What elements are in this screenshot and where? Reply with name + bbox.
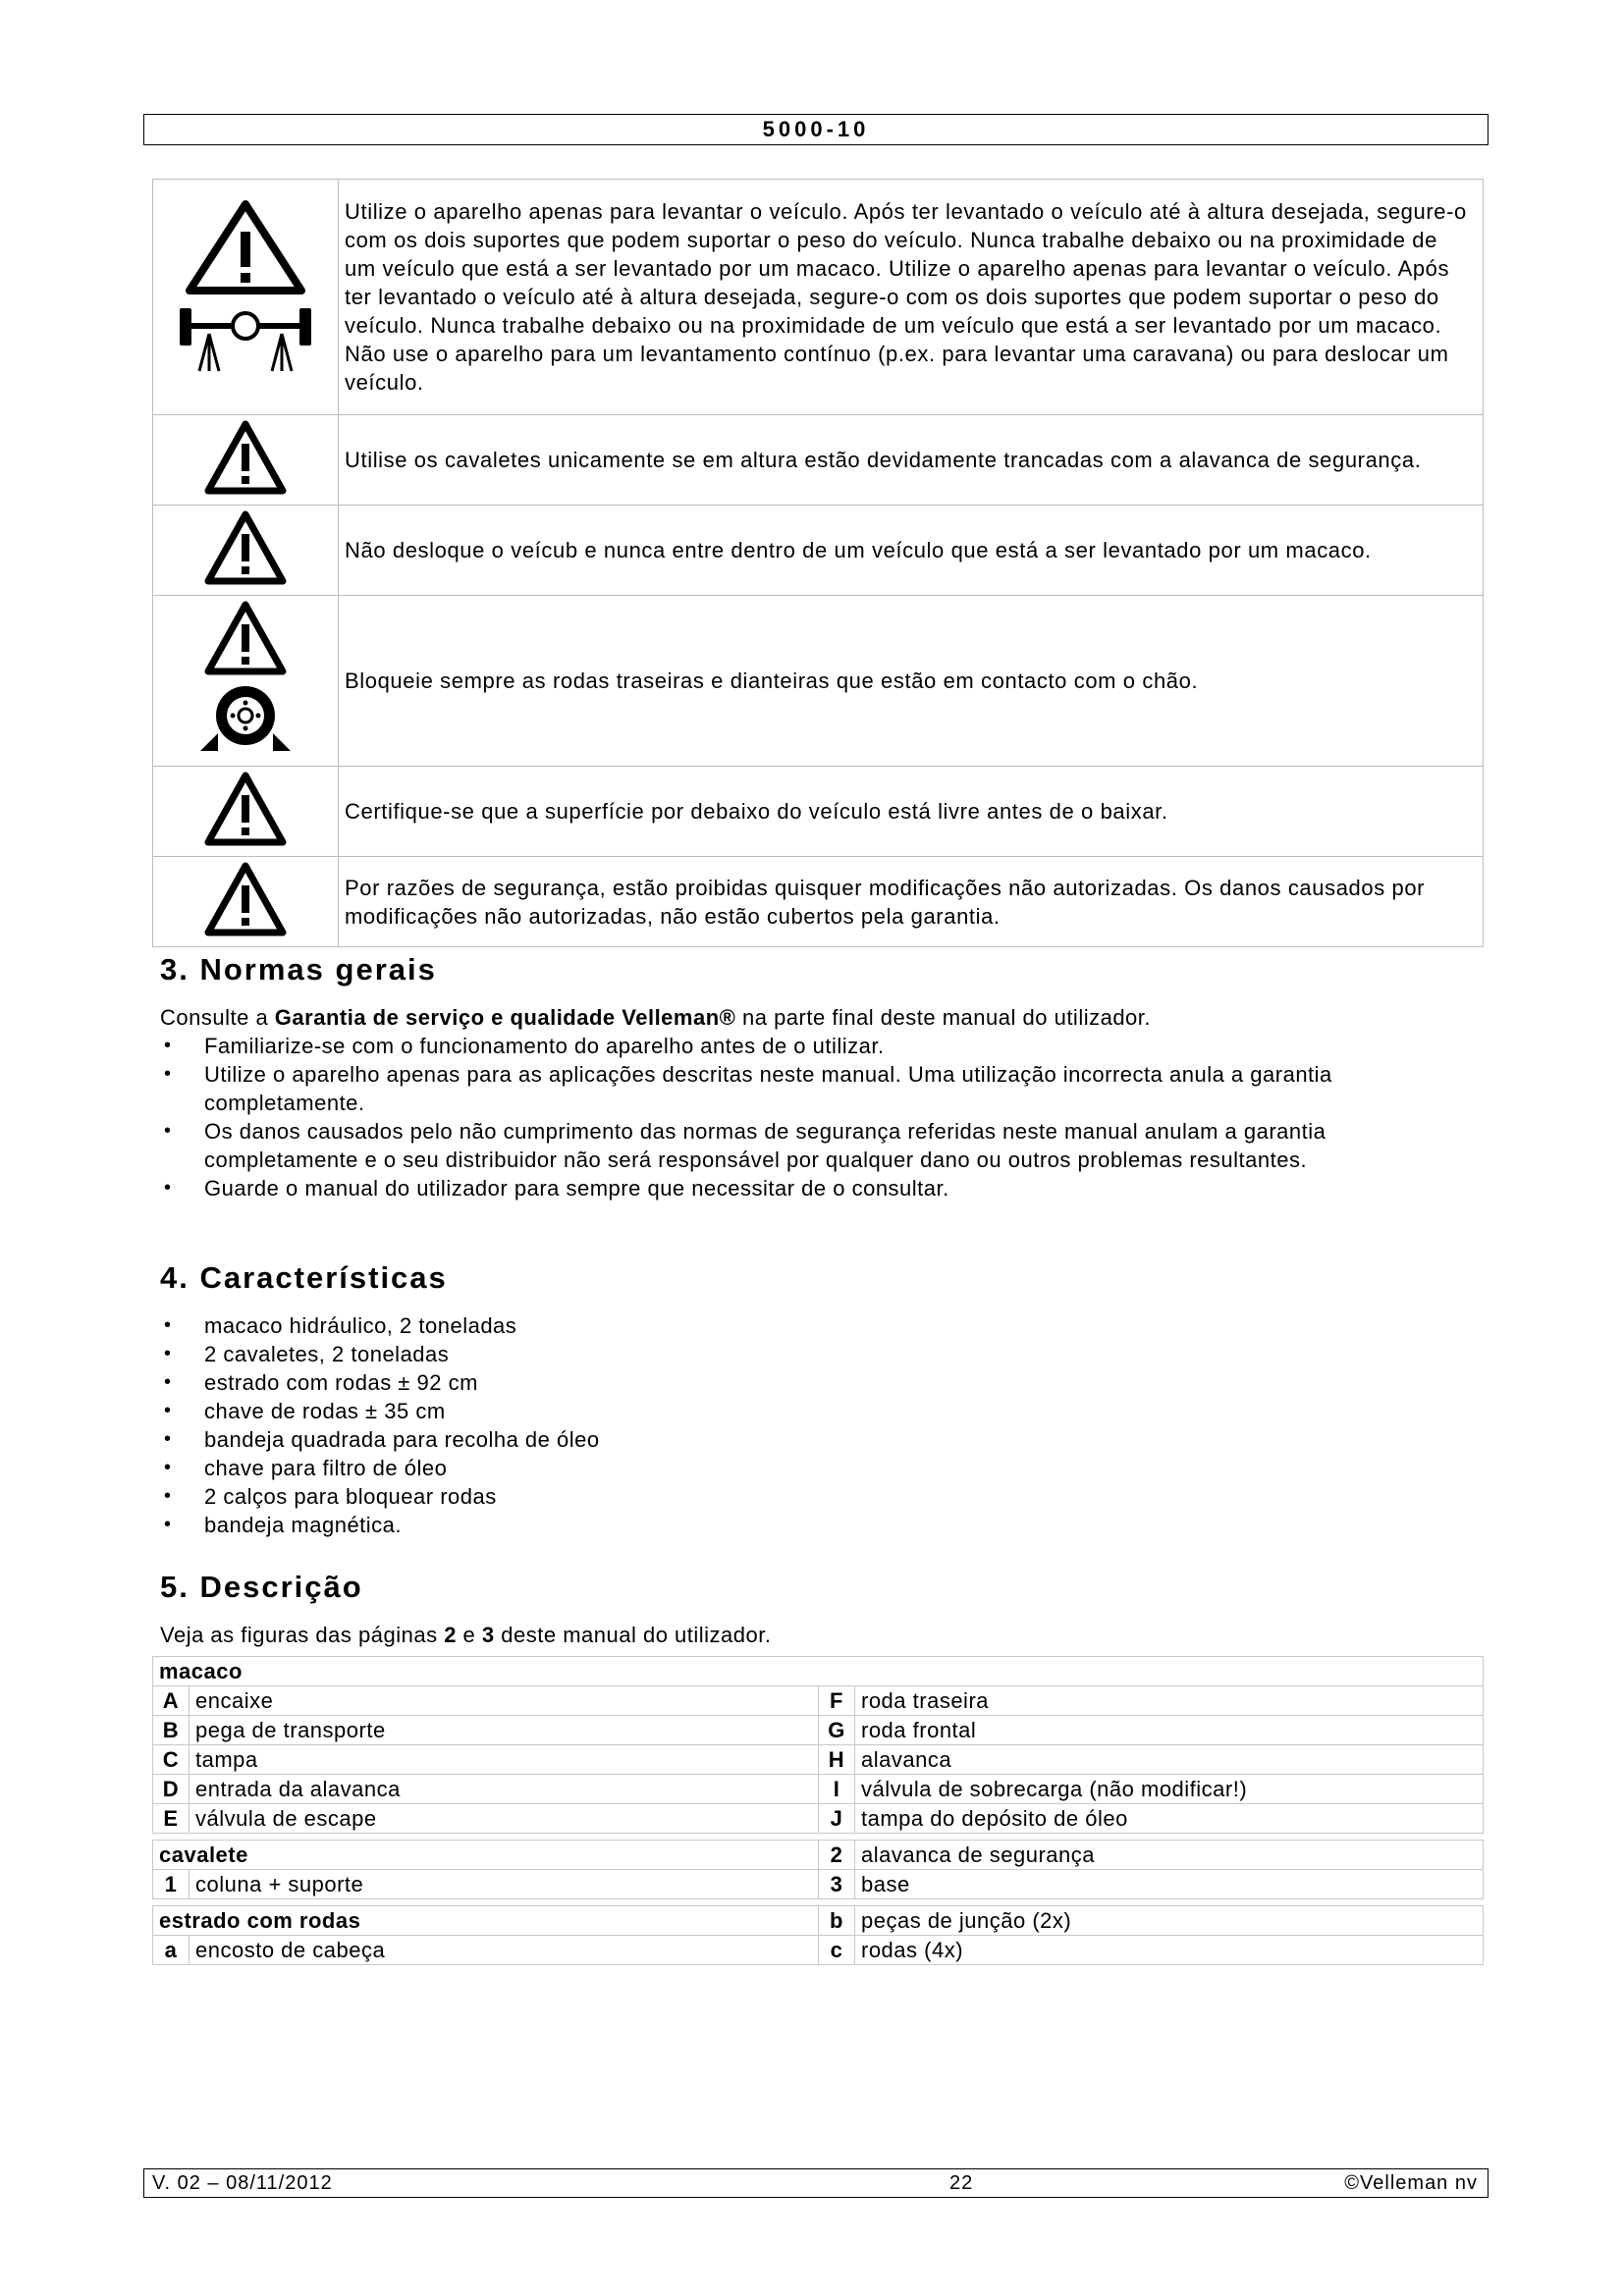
warning-icon-cell xyxy=(153,415,339,506)
warning-row xyxy=(153,506,1484,596)
part-key: a xyxy=(153,1936,189,1965)
warning-icon-cell xyxy=(153,180,339,415)
part-key: J xyxy=(819,1804,855,1834)
intro-prefix: Consulte a xyxy=(160,1005,275,1030)
table-row xyxy=(153,1716,1484,1745)
warning-row xyxy=(153,596,1484,767)
spacer-row xyxy=(153,1834,1484,1841)
intro-text: e xyxy=(456,1623,482,1647)
list-item: • Utilize o aparelho apenas para as aplicações descritas neste manual. Uma utilização incorrecta anula a garantia completamente. xyxy=(160,1060,1476,1117)
document-footer xyxy=(143,2168,1489,2198)
part-key: D xyxy=(153,1775,189,1804)
list-item: • Familiarize-se com o funcionamento do aparelho antes de o utilizar. xyxy=(160,1032,1476,1060)
part-key: b xyxy=(819,1906,855,1936)
spacer-row xyxy=(153,1899,1484,1906)
axle-jack-stands-icon xyxy=(172,196,319,393)
warning-text: Utilize o aparelho apenas para levantar o veículo. Após ter levantado o veículo até à altura desejada, segure-o com os dois suportes que podem suportar o peso do veículo. Nunca trabalhe debaixo ou na proximidade de um veículo que está a ser levantado por um macaco. Utilize o aparelho apenas para levantar o veículo. Após ter levantado o veículo até à altura desejada, segure-o com os dois suportes que podem suportar o peso do veículo. Nunca trabalhe debaixo ou na proximidade de um veículo que está a ser levantado por um macaco. Não use o aparelho para um levantamento contínuo (p.ex. para levantar uma caravana) ou para deslocar um veículo. xyxy=(339,180,1484,415)
part-label: peças de junção (2x) xyxy=(855,1906,1484,1936)
table-row xyxy=(153,1775,1484,1804)
warning-icon-cell xyxy=(153,857,339,947)
warning-triangle-icon xyxy=(203,861,288,937)
table-row xyxy=(153,1745,1484,1775)
intro-text: deste manual do utilizador. xyxy=(494,1623,772,1647)
warning-text: Bloqueie sempre as rodas traseiras e dianteiras que estão em contacto com o chão. xyxy=(339,596,1484,767)
part-key: E xyxy=(153,1804,189,1834)
warning-row xyxy=(153,180,1484,415)
part-key: G xyxy=(819,1716,855,1745)
part-key: I xyxy=(819,1775,855,1804)
section-3-title: 3. Normas gerais xyxy=(160,952,437,987)
part-label: coluna + suporte xyxy=(189,1870,819,1899)
table-row xyxy=(153,1936,1484,1965)
part-label: entrada da alavanca xyxy=(189,1775,819,1804)
table-row xyxy=(153,1804,1484,1834)
part-label: alavanca xyxy=(855,1745,1484,1775)
version-date: V. 02 – 08/11/2012 xyxy=(152,2172,333,2194)
part-label: encaixe xyxy=(189,1686,819,1716)
list-item: • bandeja magnética. xyxy=(160,1511,1476,1539)
part-key: H xyxy=(819,1745,855,1775)
warning-text: Não desloque o veícub e nunca entre dentro de um veículo que está a ser levantado por um macaco. xyxy=(339,506,1484,596)
part-key: F xyxy=(819,1686,855,1716)
part-label: base xyxy=(855,1870,1484,1899)
section-4-list xyxy=(160,1311,1476,1539)
warning-triangle-icon xyxy=(203,509,288,586)
part-label: roda frontal xyxy=(855,1716,1484,1745)
part-label: tampa do depósito de óleo xyxy=(855,1804,1484,1834)
page-ref: 2 xyxy=(444,1623,457,1647)
part-label: alavanca de segurança xyxy=(855,1841,1484,1870)
list-item: • chave de rodas ± 35 cm xyxy=(160,1397,1476,1425)
warning-triangle-icon xyxy=(203,419,288,496)
part-label: rodas (4x) xyxy=(855,1936,1484,1965)
list-item: • chave para filtro de óleo xyxy=(160,1454,1476,1482)
warning-row xyxy=(153,857,1484,947)
list-item: • estrado com rodas ± 92 cm xyxy=(160,1368,1476,1397)
group-header-row xyxy=(153,1906,1484,1936)
part-key: 1 xyxy=(153,1870,189,1899)
document-header xyxy=(143,114,1489,145)
part-label: tampa xyxy=(189,1745,819,1775)
section-3-list xyxy=(160,1032,1476,1202)
warning-text: Por razões de segurança, estão proibidas quisquer modificações não autorizadas. Os danos causados por modificações não autorizadas, não estão cubertos pela garantia. xyxy=(339,857,1484,947)
warning-text: Utilise os cavaletes unicamente se em altura estão devidamente trancadas com a alavanca de segurança. xyxy=(339,415,1484,506)
parts-description-table xyxy=(152,1656,1484,1965)
list-item: • 2 cavaletes, 2 toneladas xyxy=(160,1340,1476,1368)
warranty-reference: Garantia de serviço e qualidade Velleman® xyxy=(274,1005,736,1030)
copyright: ©Velleman nv xyxy=(1344,2172,1478,2194)
part-key: c xyxy=(819,1936,855,1965)
section-3-intro xyxy=(160,1003,1151,1032)
list-item: • 2 calços para bloquear rodas xyxy=(160,1482,1476,1511)
group-header-row xyxy=(153,1841,1484,1870)
part-label: pega de transporte xyxy=(189,1716,819,1745)
intro-text: Veja as figuras das páginas xyxy=(160,1623,445,1647)
table-row xyxy=(153,1686,1484,1716)
warning-icon-cell xyxy=(153,506,339,596)
section-5-intro xyxy=(160,1621,772,1649)
list-item: • Os danos causados pelo não cumprimento das normas de segurança referidas neste manual anulam a garantia completamente e o seu distribuidor não será responsável por qualquer dano ou outros problemas resultantes. xyxy=(160,1117,1476,1174)
warning-icon-cell xyxy=(153,767,339,857)
safety-warnings-table xyxy=(152,179,1484,947)
part-key: 2 xyxy=(819,1841,855,1870)
group-title: estrado com rodas xyxy=(153,1906,819,1936)
list-item: • macaco hidráulico, 2 toneladas xyxy=(160,1311,1476,1340)
warning-triangle-icon xyxy=(203,771,288,847)
wheel-chock-icon xyxy=(196,600,295,757)
page-ref: 3 xyxy=(481,1623,495,1647)
table-row xyxy=(153,1870,1484,1899)
part-label: válvula de escape xyxy=(189,1804,819,1834)
list-item: • Guarde o manual do utilizador para sempre que necessitar de o consultar. xyxy=(160,1174,1476,1202)
group-title: cavalete xyxy=(153,1841,819,1870)
warning-row xyxy=(153,767,1484,857)
intro-suffix: na parte final deste manual do utilizador. xyxy=(735,1005,1152,1030)
model-number: 5000-10 xyxy=(762,117,870,141)
part-label: roda traseira xyxy=(855,1686,1484,1716)
part-label: encosto de cabeça xyxy=(189,1936,819,1965)
warning-icon-cell xyxy=(153,596,339,767)
part-label: válvula de sobrecarga (não modificar!) xyxy=(855,1775,1484,1804)
section-5-title: 5. Descrição xyxy=(160,1570,363,1604)
section-4-title: 4. Características xyxy=(160,1260,448,1295)
list-item: • bandeja quadrada para recolha de óleo xyxy=(160,1425,1476,1454)
group-header-row xyxy=(153,1657,1484,1686)
page-number: 22 xyxy=(949,2172,974,2194)
part-key: 3 xyxy=(819,1870,855,1899)
warning-row xyxy=(153,415,1484,506)
part-key: B xyxy=(153,1716,189,1745)
part-key: A xyxy=(153,1686,189,1716)
warning-text: Certifique-se que a superfície por debaixo do veículo está livre antes de o baixar. xyxy=(339,767,1484,857)
part-key: C xyxy=(153,1745,189,1775)
group-title: macaco xyxy=(153,1657,1484,1686)
